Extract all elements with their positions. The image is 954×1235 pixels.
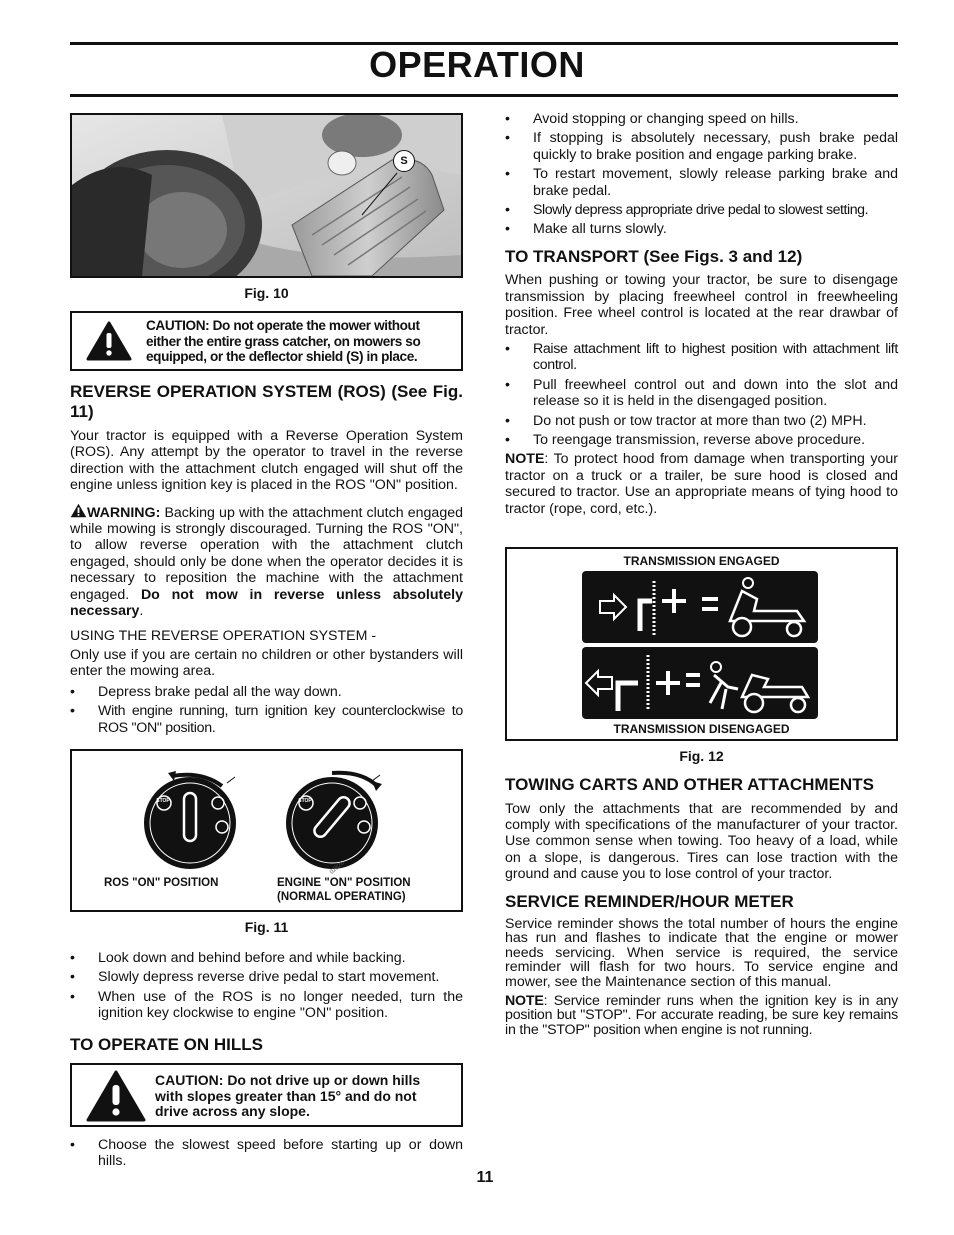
caution-triangle-icon — [86, 1070, 146, 1122]
fig11-box — [70, 749, 463, 912]
transport-heading: TO TRANSPORT (See Figs. 3 and 12) — [505, 246, 803, 266]
caution-box-hills — [70, 1063, 463, 1127]
service-note-label: NOTE — [505, 993, 544, 1010]
fig12-caption: Fig. 12 — [679, 748, 724, 764]
page-title: OPERATION — [369, 44, 585, 85]
service-heading: SERVICE REMINDER/HOUR METER — [505, 891, 794, 911]
stop-label-left: STOP — [156, 798, 170, 804]
ros-warning — [70, 503, 463, 620]
towing-heading: TOWING CARTS AND OTHER ATTACHMENTS — [505, 775, 874, 794]
ros-steps-list — [70, 684, 463, 736]
disengaged-panel — [582, 647, 818, 719]
hills-steps-list — [505, 111, 898, 238]
fig11-part-number: 02826 — [329, 860, 346, 876]
list-item: • Make all turns slowly. — [505, 221, 898, 237]
left-column-lower — [70, 950, 463, 1054]
note-label: NOTE — [505, 451, 545, 468]
ros-heading: REVERSE OPERATION SYSTEM (ROS) (See Fig. 11) — [70, 382, 463, 421]
ignition-switch-diagram — [72, 751, 461, 876]
note-text: : To protect hood from damage when transporting your tractor on a truck or a trailer, be sure hood is closed and secured to tractor. Use an appropriate means of tying hood to tractor (rope, cord, etc.). — [505, 451, 898, 517]
stop-label-right: STOP — [298, 798, 312, 804]
warning-label: WARNING: — [87, 504, 161, 521]
service-text: Service reminder shows the total number of hours the engine has run and flashes to indicate that the engine or mower needs servicing. When service is required, the service reminder will flash for two hours. To service engine and mower, see the Maintenance section of this manual. — [505, 916, 898, 990]
disengaged-diagram-icon — [582, 647, 818, 719]
page-number: 11 — [476, 1169, 494, 1186]
normal-operating-label: (NORMAL OPERATING) — [277, 891, 406, 903]
list-item: • Do not push or tow tractor at more than two (2) MPH. — [505, 413, 898, 429]
hills-first-bullet — [70, 1137, 463, 1173]
list-item: • To restart movement, slowly release parking brake and brake pedal. — [505, 166, 898, 199]
list-item: • Slowly depress reverse drive pedal to start movement. — [70, 969, 463, 985]
list-item: • Slowly depress appropriate drive pedal to slowest setting. — [505, 202, 898, 218]
fig10-caption: Fig. 10 — [244, 285, 289, 301]
left-column — [70, 382, 463, 739]
transmission-engaged-label: TRANSMISSION ENGAGED — [623, 554, 780, 568]
ros-switch-icon — [144, 771, 236, 869]
ros-intro: Your tractor is equipped with a Reverse Operation System (ROS). Any attempt by the operator to travel in the reverse direction with the attachment clutch engaged will shut off the engine unless ignition key is placed in the ROS "ON" position. — [70, 428, 463, 494]
list-item: • Choose the slowest speed before starting up or down hills. — [70, 1137, 463, 1170]
warning-text: Backing up with the attachment clutch engaged while mowing is strongly discouraged. Turning the ROS "ON", to allow reverse operation with the attachment clutch engaged, should only be done when the operator decides it is necessary to reposition the machine with the attachment engaged. — [70, 504, 463, 603]
using-ros-text: Only use if you are certain no children or other bystanders will enter the mowing area. — [70, 646, 463, 680]
transport-note — [505, 451, 898, 517]
transport-intro: When pushing or towing your tractor, be sure to disengage transmission by placing freewheel control in freewheeling position. Free wheel control is located at the rear drawbar of tractor. — [505, 272, 898, 338]
transmission-disengaged-label: TRANSMISSION DISENGAGED — [613, 722, 790, 736]
list-item: • Depress brake pedal all the way down. — [70, 684, 463, 700]
fig12-box — [505, 547, 898, 741]
caution-text-deflector: CAUTION: Do not operate the mower without either the entire grass catcher, on mowers so equipped, or the deflector shield (S) in place. — [146, 318, 421, 364]
list-item: • When use of the ROS is no longer needed, turn the ignition key clockwise to engine "ON" position. — [70, 989, 463, 1022]
service-note-text: : Service reminder runs when the ignition key is in any position but "STOP". For accurate reading, be sure key remains in the "STOP" position when engine is not running. — [505, 993, 898, 1038]
engaged-diagram-icon — [582, 571, 818, 643]
fig10-photo — [70, 113, 463, 278]
towing-text: Tow only the attachments that are recommended by and comply with specifications of the manufacturer of your tractor. Use common sense when towing. Too heavy of a load, while on a slope, is dangerous. Tires can lose traction with the ground and cause you to lose control of your tractor. — [505, 800, 898, 883]
backing-steps-list — [70, 950, 463, 1022]
service-note — [505, 994, 898, 1037]
ros-on-position-label: ROS "ON" POSITION — [104, 877, 219, 889]
warning-bold: Do not mow in reverse unless absolutely necessary — [70, 586, 463, 620]
callout-s — [393, 150, 415, 172]
using-ros-heading: USING THE REVERSE OPERATION SYSTEM - — [70, 628, 377, 645]
list-item: • Pull freewheel control out and down into the slot and release so it is held in the disengaged position. — [505, 377, 898, 410]
list-item: • Avoid stopping or changing speed on hills. — [505, 111, 898, 127]
caution-box-deflector — [70, 311, 463, 371]
engaged-panel — [582, 571, 818, 643]
engine-on-switch-icon — [286, 773, 382, 869]
right-column-lower — [505, 775, 898, 1037]
callout-s-label: S — [400, 155, 408, 167]
warning-triangle-icon — [70, 503, 87, 518]
mower-deck-illustration — [72, 115, 461, 276]
caution-triangle-icon — [86, 321, 132, 361]
caution-text-hills: CAUTION: Do not drive up or down hills with slopes greater than 15° and do not drive across any slope. — [155, 1072, 421, 1119]
right-column — [505, 111, 898, 517]
hills-heading: TO OPERATE ON HILLS — [70, 1034, 263, 1054]
title-rule — [70, 94, 898, 97]
list-item: • Raise attachment lift to highest position with attachment lift control. — [505, 341, 898, 374]
list-item: • With engine running, turn ignition key counterclockwise to ROS "ON" position. — [70, 703, 463, 736]
fig11-caption: Fig. 11 — [244, 919, 289, 935]
list-item: • To reengage transmission, reverse above procedure. — [505, 432, 898, 448]
engine-on-position-label: ENGINE "ON" POSITION — [277, 877, 411, 889]
warning-end: . — [139, 603, 144, 620]
list-item: • Look down and behind before and while backing. — [70, 950, 463, 966]
transport-steps-list — [505, 341, 898, 448]
list-item: • If stopping is absolutely necessary, push brake pedal quickly to brake position and engage parking brake. — [505, 130, 898, 163]
